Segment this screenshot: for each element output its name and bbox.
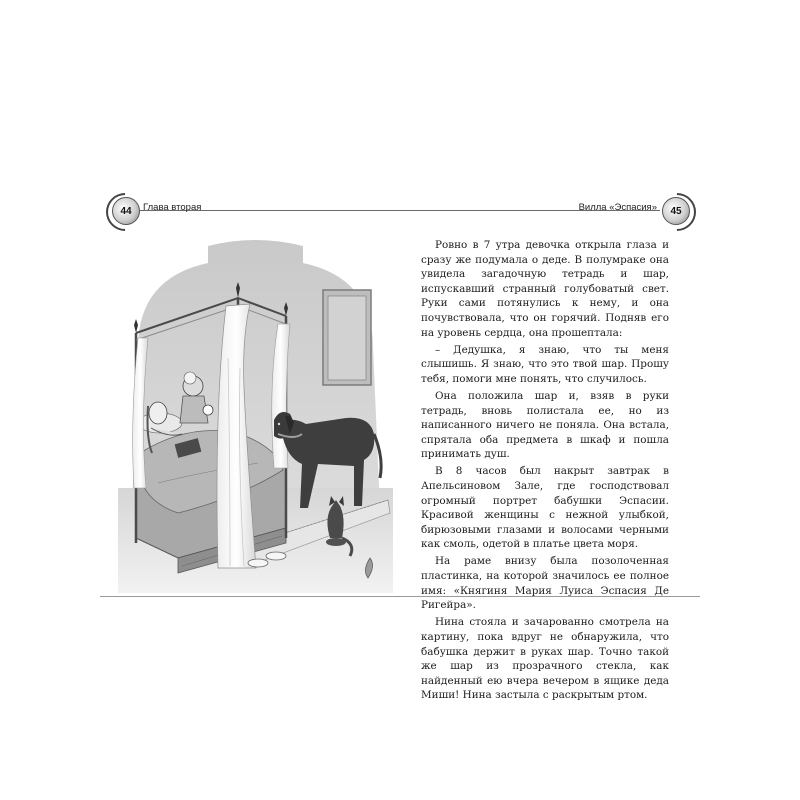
body-text	[421, 238, 669, 705]
bedroom-illustration	[118, 238, 393, 593]
paragraph: Она положила шар и, взяв в руки тетрадь, вновь полистала ее, но из написанного ничего не поняла. Она встала, спрятала оба предмета в шкаф и пошла принимать душ.	[421, 389, 669, 461]
running-head-left: Глава вторая	[143, 202, 202, 213]
paragraph: На раме внизу была позолоченная пластинка, на которой значилось ее полное имя: «Княгиня Мария Луиса Эспасия Де Ригейра».	[421, 555, 669, 612]
running-head-right: Вилла «Эспасия»	[578, 202, 657, 213]
page-number-right: 45	[662, 197, 690, 225]
paragraph: В 8 часов был накрыт завтрак в Апельсиновом Зале, где господствовал огромный портрет бабушки Эспасии. Красивой женщины с нежной улыбкой, бирюзовыми глазами и волосами черными как смоль, одетой в платье цвета моря.	[421, 465, 669, 551]
page-number-left: 44	[112, 197, 140, 225]
paragraph: Нина стояла и зачарованно смотрела на картину, пока вдруг не обнаружила, что бабушка держит в руках шар. Точно такой же шар из прозрачного стекла, как найденный ею вчера вечером в ящике деда Миши! Нина застыла с раскрытым ртом.	[421, 616, 669, 702]
paragraph: Ровно в 7 утра девочка открыла глаза и сразу же подумала о деде. В полумраке она увидела загадочную тетрадь и шар, испускавший странный голубоватый свет. Руки сами потянулись к нему, и она почувствовала, что он горячий. Подняв его на уровень сердца, она прошептала:	[421, 239, 669, 339]
bottom-rule	[100, 596, 700, 597]
paragraph: – Дедушка, я знаю, что ты меня слышишь. Я знаю, что это твой шар. Прошу тебя, помоги мне понять, что случилось.	[421, 343, 669, 385]
